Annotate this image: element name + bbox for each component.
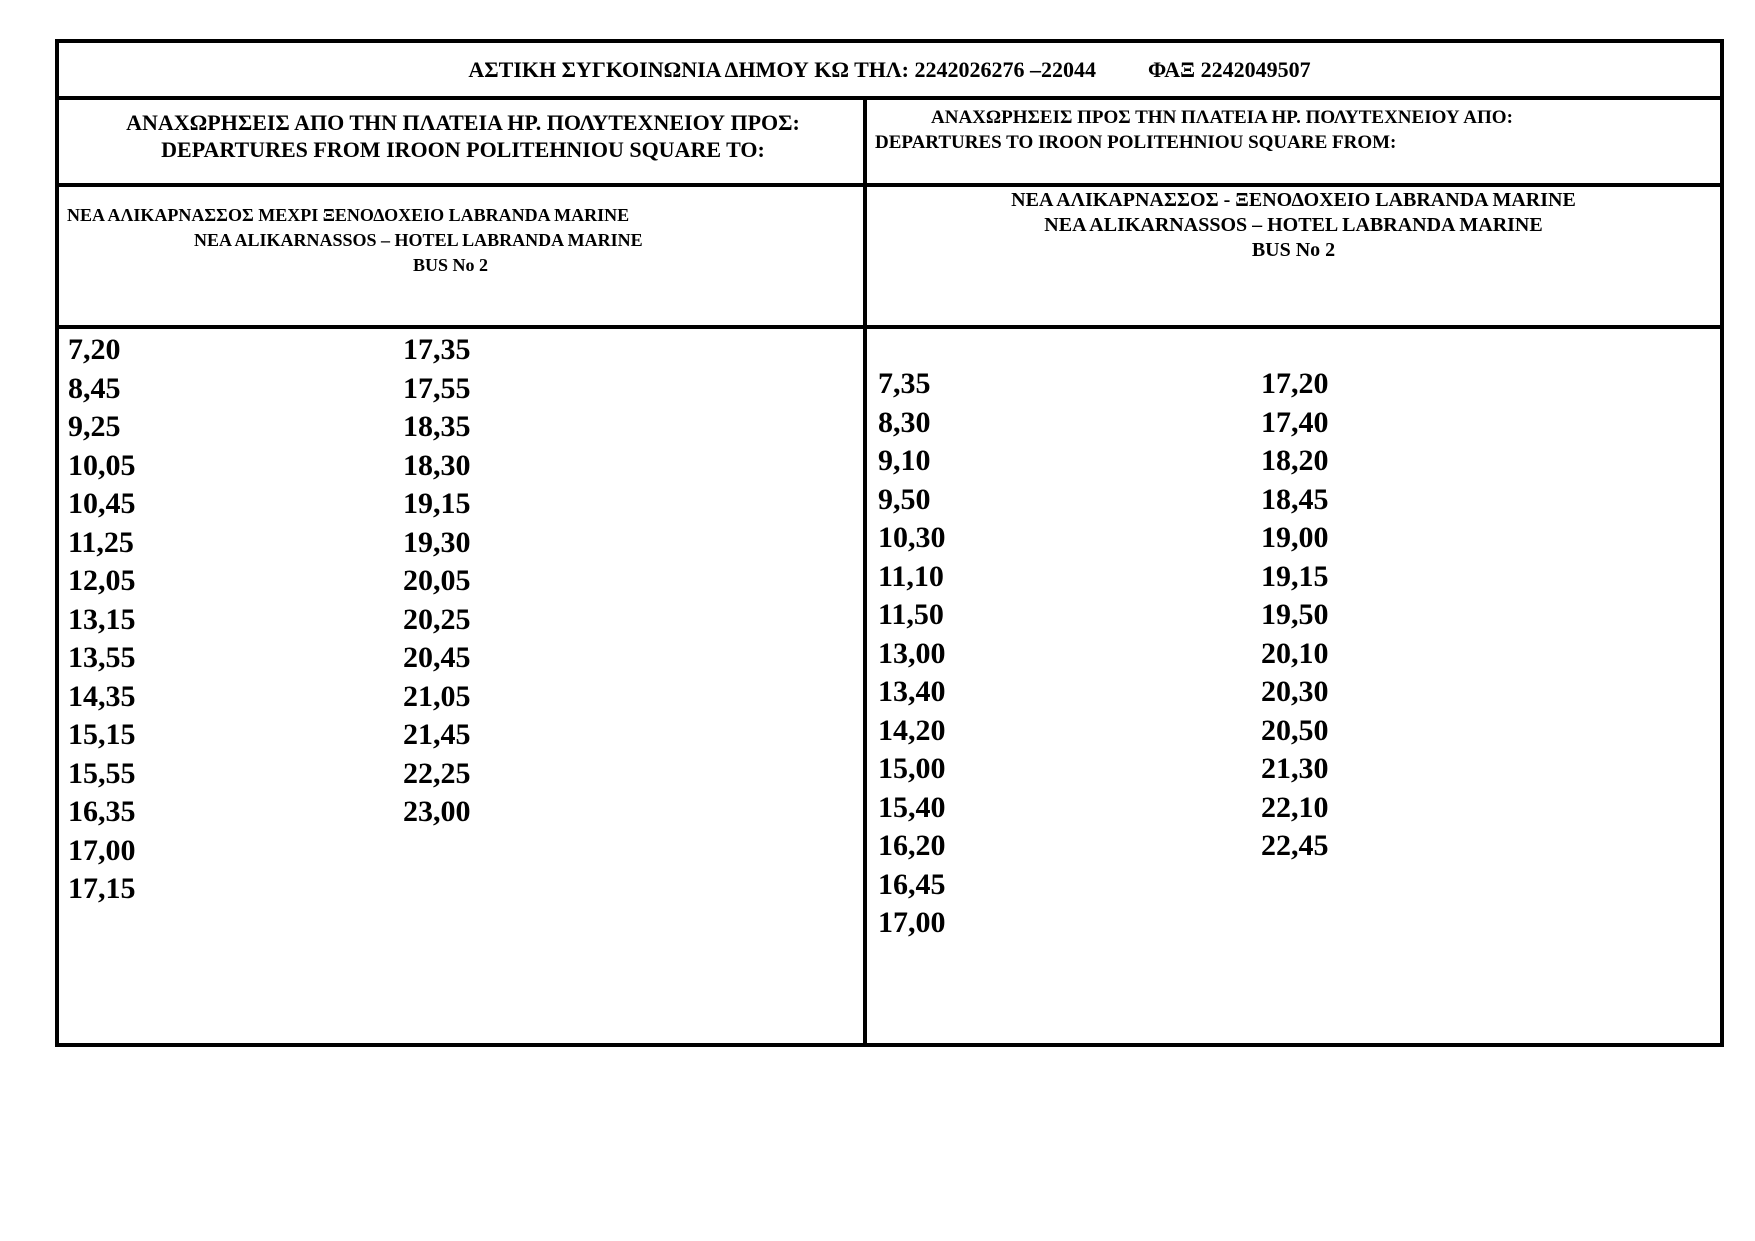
departure-time: 16,35 bbox=[68, 795, 136, 828]
left-times-column-1 bbox=[68, 331, 136, 909]
departure-time: 22,45 bbox=[1261, 829, 1329, 862]
departure-time: 16,20 bbox=[878, 829, 946, 862]
departure-time: 19,30 bbox=[403, 525, 471, 559]
departure-time: 13,00 bbox=[878, 636, 946, 670]
departure-time: 20,10 bbox=[1261, 636, 1329, 670]
departure-time: 18,45 bbox=[1261, 482, 1329, 516]
left-route-bus: BUS No 2 bbox=[413, 255, 489, 275]
right-route-bus: BUS No 2 bbox=[1251, 239, 1336, 261]
departure-time: 11,50 bbox=[878, 598, 944, 631]
departure-time: 17,40 bbox=[1261, 405, 1329, 439]
departure-time: 15,15 bbox=[68, 718, 136, 751]
right-heading bbox=[875, 105, 1513, 155]
departure-time: 15,40 bbox=[878, 790, 946, 824]
departure-time: 14,35 bbox=[68, 679, 136, 713]
right-route-greek: ΝΕΑ ΑΛΙΚΑΡΝΑΣΣΟΣ - ΞΕΝΟΔΟΧΕΙΟ LABRANDA MARINE bbox=[1011, 189, 1576, 211]
departure-time: 20,50 bbox=[1261, 713, 1329, 747]
departure-time: 16,45 bbox=[878, 867, 946, 901]
departure-time: 17,20 bbox=[1261, 367, 1329, 400]
departure-time: 19,00 bbox=[1261, 521, 1329, 554]
departure-time: 20,25 bbox=[403, 602, 471, 636]
title-main: ΑΣΤΙΚΗ ΣΥΓΚΟΙΝΩΝΙΑ ΔΗΜΟΥ ΚΩ ΤΗΛ: 2242026276 –22044 bbox=[468, 57, 1096, 82]
left-times-column-2 bbox=[403, 331, 471, 832]
left-route-greek: ΝΕΑ ΑΛΙΚΑΡΝΑΣΣΟΣ ΜΕΧΡΙ ΞΕΝΟΔΟΧΕΙΟ LABRANDA MARINE bbox=[67, 205, 630, 225]
departure-time: 20,05 bbox=[403, 564, 471, 597]
departure-time: 11,10 bbox=[878, 559, 944, 593]
right-heading-english: DEPARTURES TO IROON POLITEHNIOU SQUARE FROM: bbox=[875, 132, 1397, 153]
departure-time: 13,15 bbox=[68, 602, 136, 636]
divider-route bbox=[59, 325, 1720, 329]
departure-time: 21,05 bbox=[403, 679, 471, 713]
title-fax: ΦΑΞ 2242049507 bbox=[1147, 57, 1311, 82]
divider-title bbox=[59, 96, 1720, 100]
departure-time: 22,10 bbox=[1261, 790, 1329, 824]
right-route bbox=[867, 188, 1720, 263]
departure-time: 11,25 bbox=[68, 525, 134, 559]
departure-time: 9,50 bbox=[878, 482, 931, 516]
departure-time: 14,20 bbox=[878, 713, 946, 747]
departure-time: 17,00 bbox=[878, 906, 946, 939]
departure-time: 8,45 bbox=[68, 371, 121, 405]
departure-time: 13,40 bbox=[878, 675, 946, 708]
departure-time: 10,45 bbox=[68, 487, 136, 520]
departure-time: 21,45 bbox=[403, 718, 471, 751]
left-heading bbox=[67, 109, 859, 163]
right-route-english: NEA ALIKARNASSOS – HOTEL LABRANDA MARINE bbox=[1044, 214, 1543, 236]
departure-time: 20,45 bbox=[403, 641, 471, 674]
departure-time: 18,30 bbox=[403, 448, 471, 482]
departure-time: 13,55 bbox=[68, 641, 136, 674]
timetable-frame bbox=[55, 39, 1724, 1047]
departure-time: 19,50 bbox=[1261, 598, 1329, 631]
departure-time: 9,10 bbox=[878, 444, 931, 477]
departure-time: 19,15 bbox=[1261, 559, 1329, 593]
departure-time: 12,05 bbox=[68, 564, 136, 597]
departure-time: 18,20 bbox=[1261, 444, 1329, 477]
departure-time: 17,00 bbox=[68, 833, 136, 867]
departure-time: 17,55 bbox=[403, 371, 471, 405]
left-route bbox=[67, 203, 643, 278]
right-times-column-1 bbox=[878, 365, 946, 943]
departure-time: 20,30 bbox=[1261, 675, 1329, 708]
departure-time: 18,35 bbox=[403, 410, 471, 443]
departure-time: 17,15 bbox=[68, 872, 136, 905]
departure-time: 15,55 bbox=[68, 756, 136, 790]
departure-time: 10,30 bbox=[878, 521, 946, 554]
departure-time: 10,05 bbox=[68, 448, 136, 482]
departure-time: 22,25 bbox=[403, 756, 471, 790]
departure-time: 17,35 bbox=[403, 333, 471, 366]
left-route-english: NEA ALIKARNASSOS – HOTEL LABRANDA MARINE bbox=[194, 230, 643, 250]
divider-heading bbox=[59, 183, 1720, 187]
departure-time: 7,35 bbox=[878, 367, 931, 400]
departure-time: 19,15 bbox=[403, 487, 471, 520]
departure-time: 15,00 bbox=[878, 752, 946, 785]
departure-time: 23,00 bbox=[403, 795, 471, 828]
left-heading-english: DEPARTURES FROM IROON POLITEHNIOU SQUARE TO: bbox=[161, 137, 765, 162]
departure-time: 8,30 bbox=[878, 405, 931, 439]
right-heading-greek: ΑΝΑΧΩΡΗΣΕΙΣ ΠΡΟΣ ΤΗΝ ΠΛΑΤΕΙΑ ΗΡ. ΠΟΛΥΤΕΧΝΕΙΟΥ ΑΠΟ: bbox=[931, 107, 1513, 128]
departure-time: 7,20 bbox=[68, 333, 121, 366]
left-heading-greek: ΑΝΑΧΩΡΗΣΕΙΣ ΑΠΟ ΤΗΝ ΠΛΑΤΕΙΑ ΗΡ. ΠΟΛΥΤΕΧΝΕΙΟΥ ΠΡΟΣ: bbox=[126, 110, 800, 135]
departure-time: 9,25 bbox=[68, 410, 121, 443]
page-title bbox=[59, 57, 1720, 83]
right-times-column-2 bbox=[1261, 365, 1329, 866]
departure-time: 21,30 bbox=[1261, 752, 1329, 785]
